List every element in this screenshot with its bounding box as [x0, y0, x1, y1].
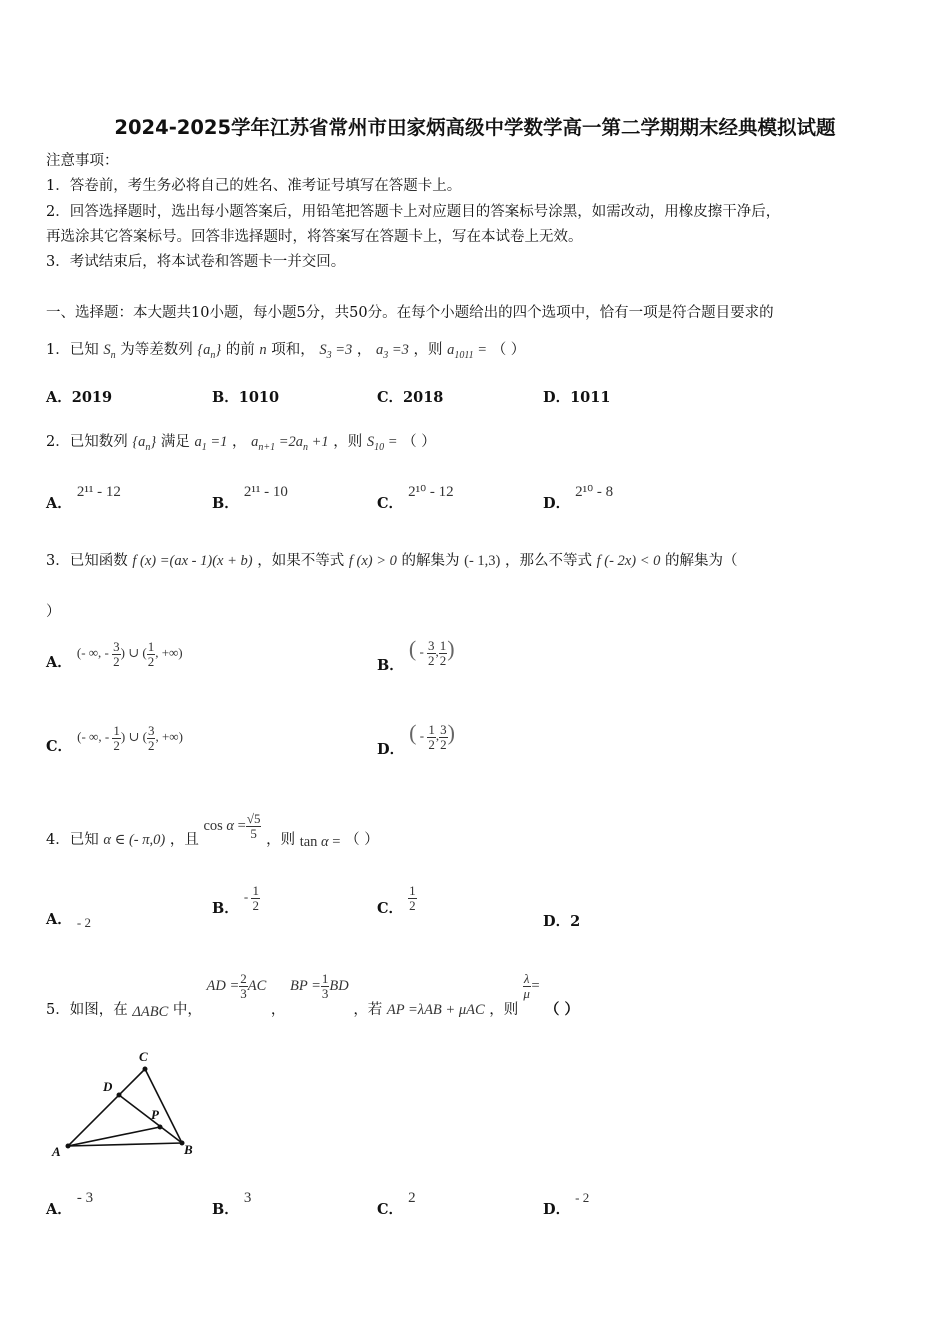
q2-option-d[interactable]	[543, 480, 614, 512]
q3-option-d-label: D．	[377, 741, 405, 758]
notice-heading: 注意事项：	[46, 153, 119, 169]
q5-option-c[interactable]	[377, 1186, 416, 1218]
figure-line-cb	[145, 1069, 182, 1143]
q2-option-d-value: 2¹⁰ - 8	[575, 484, 614, 500]
q1-text-3: 项和，	[271, 342, 315, 358]
q4-formula-tan: tan α =	[299, 833, 341, 850]
q3-option-a-value: (- ∞, - $\frac{3}{2}$ ) ∪ ( $\frac{1}{2}$ , +∞)	[76, 639, 183, 669]
q3-option-a-label: A．	[46, 654, 72, 672]
q5-formula-ratio: $\frac{\lambda}{\mu}$ =	[523, 971, 541, 1001]
q5-triangle-figure	[44, 1044, 204, 1166]
q3-option-d[interactable]: D． ( - $\frac{1}{2}$ , $\frac{3}{2}$ )	[377, 720, 455, 758]
q5-text-1: 中，	[172, 1001, 202, 1018]
q5-option-d-label: D．	[543, 1201, 571, 1218]
question-5	[46, 971, 579, 1020]
q5-option-c-label: C．	[377, 1201, 404, 1218]
q4-prefix: 4．已知	[46, 831, 99, 848]
question-2	[46, 430, 436, 453]
q2-formula-an: $\{a_n\}$	[132, 434, 157, 453]
q1-text-5: ，则	[413, 342, 443, 358]
q3-option-d-value: - $\frac{1}{2}$ , $\frac{3}{2}$	[416, 721, 447, 752]
q1-option-b[interactable]: B．1010	[212, 389, 280, 406]
q4-text-2: ，则	[266, 831, 296, 848]
figure-label-c: C	[139, 1049, 148, 1064]
figure-line-ab	[68, 1143, 182, 1146]
q5-formula-bp: BP = $\frac{1}{3}$ BD	[289, 971, 349, 1001]
q1-formula-a3: $a_3 =3$	[376, 342, 409, 361]
q3-formula-ineq1: f (x) > 0	[348, 553, 397, 569]
q3-close-paren: ）	[46, 604, 61, 620]
q5-text-2: ，	[270, 1001, 286, 1018]
section-heading: 一、选择题：本大题共10小题，每小题5分，共50分。在每个小题给出的四个选项中，恰有一项是符合题目要求的	[46, 305, 774, 321]
q5-option-d[interactable]	[543, 1186, 590, 1218]
q4-option-c[interactable]	[377, 883, 417, 918]
q5-text-5: （ ）	[544, 1000, 579, 1018]
figure-point-d	[117, 1093, 122, 1098]
q3-option-b[interactable]: B． ( - $\frac{3}{2}$ , $\frac{1}{2}$ )	[377, 636, 455, 674]
q4-option-a[interactable]	[46, 908, 91, 929]
q4-text-1: ，且	[169, 831, 199, 848]
q5-option-b[interactable]	[212, 1186, 252, 1218]
q2-formula-s10: $S_{10}$ =	[366, 434, 398, 453]
q2-option-a[interactable]	[46, 480, 121, 512]
q2-option-c-value: 2¹⁰ - 12	[408, 484, 454, 500]
q1-formula-sn: $S_n$	[103, 342, 116, 361]
q5-option-b-label: B．	[212, 1201, 239, 1218]
q5-option-c-value: 2	[408, 1190, 416, 1206]
q5-formula-ad: AD = $\frac{2}{3}$ AC	[206, 971, 267, 1001]
q4-formula-cos: cos α = $\frac{√5}{5}$	[203, 811, 261, 841]
q4-option-b-value: - $\frac{1}{2}$	[243, 883, 259, 913]
q3-text-4: 的解集为（	[664, 553, 738, 569]
q2-option-c[interactable]	[377, 480, 454, 512]
q4-text-3: （ ）	[345, 831, 379, 848]
q2-option-d-label: D．	[543, 495, 571, 512]
q5-option-a-label: A．	[46, 1201, 72, 1218]
q3-formula-interval: (- 1,3)	[464, 553, 501, 569]
notice-item-1: 1．答卷前，考生务必将自己的姓名、准考证号填写在答题卡上。	[46, 178, 462, 194]
figure-point-a	[66, 1144, 71, 1149]
q3-option-b-value: - $\frac{3}{2}$ , $\frac{1}{2}$	[416, 637, 447, 668]
q5-prefix: 5．如图，在	[46, 1001, 128, 1018]
question-1	[46, 338, 525, 361]
q2-option-a-label: A．	[46, 495, 72, 512]
q2-option-c-label: C．	[377, 495, 404, 512]
figure-point-c	[143, 1067, 148, 1072]
q4-formula-alpha: α ∈ (- π,0)	[103, 831, 166, 848]
q2-formula-recur: $a_{n+1} =2a_n +1$	[251, 434, 329, 453]
q5-formula-triangle: ΔABC	[132, 1003, 169, 1020]
q4-option-b[interactable]	[212, 883, 260, 918]
q3-text-1: ，如果不等式	[257, 553, 345, 569]
q4-option-a-value: - 2	[76, 915, 91, 930]
q3-formula-f: f (x) =(ax - 1)(x + b)	[132, 553, 253, 569]
q1-text-4: ，	[356, 342, 372, 358]
q1-option-d[interactable]: D．1011	[543, 389, 611, 406]
q4-option-d[interactable]: D．2	[543, 913, 581, 930]
q4-option-c-value: $\frac{1}{2}$	[409, 883, 416, 913]
q1-option-a[interactable]: A．2019	[46, 389, 113, 406]
q4-option-b-label: B．	[212, 900, 239, 918]
q2-option-b-label: B．	[212, 495, 239, 512]
q2-option-b[interactable]	[212, 480, 288, 512]
q3-text-2: 的解集为	[401, 553, 460, 569]
q2-formula-a1: $a_1 =1$	[194, 434, 228, 453]
q2-text-3: ，则	[333, 434, 363, 450]
q2-text-1: 满足	[160, 434, 190, 450]
q5-option-d-value: - 2	[575, 1190, 590, 1205]
page-title: 2024-2025学年江苏省常州市田家炳高级中学数学高一第二学期期末经典模拟试题	[114, 116, 836, 139]
q5-formula-ap: AP =λAB + μAC	[386, 1001, 485, 1018]
notice-item-3: 3．考试结束后，将本试卷和答题卡一并交回。	[46, 254, 346, 270]
q5-option-a[interactable]	[46, 1186, 94, 1218]
q2-option-a-value: 2¹¹ - 12	[76, 484, 121, 500]
question-4	[46, 811, 379, 850]
q3-option-a[interactable]	[46, 639, 183, 672]
q5-option-a-value: - 3	[76, 1190, 94, 1206]
q1-formula-a1011: $a_{1011}$ =	[447, 342, 488, 361]
q2-text-2: ，	[231, 434, 247, 450]
q1-prefix: 1．已知	[46, 342, 99, 358]
figure-label-d: D	[103, 1079, 113, 1094]
q2-text-4: （ ）	[402, 434, 436, 450]
q3-prefix: 3．已知函数	[46, 553, 128, 569]
q3-formula-ineq2: f (- 2x) < 0	[596, 553, 661, 569]
q5-text-4: ，则	[489, 1001, 519, 1018]
figure-label-p: P	[151, 1107, 159, 1122]
q1-formula-s3: $S_3 =3$	[319, 342, 353, 361]
q2-prefix: 2．已知数列	[46, 434, 128, 450]
figure-label-a: A	[52, 1144, 61, 1159]
q3-option-c-value: (- ∞, - $\frac{1}{2}$ ) ∪ ( $\frac{3}{2}$ , +∞)	[77, 723, 183, 753]
figure-label-b: B	[184, 1142, 193, 1157]
notice-item-2a: 2．回答选择题时，选出每小题答案后，用铅笔把答题卡上对应题目的答案标号涂黑，如需改动，用橡皮擦干净后，	[46, 204, 781, 220]
q1-text-6: （ ）	[491, 342, 526, 358]
q1-formula-n: n	[259, 342, 267, 358]
q3-option-c-label: C．	[46, 738, 73, 756]
q4-option-c-label: C．	[377, 900, 404, 918]
q4-option-a-label: A．	[46, 911, 72, 928]
q2-option-b-value: 2¹¹ - 10	[243, 484, 288, 500]
q3-text-3: ，那么不等式	[504, 553, 592, 569]
q1-formula-an: $\{a_n\}$	[197, 342, 222, 361]
q5-text-3: ，若	[353, 1001, 383, 1018]
q1-text-2: 的前	[225, 342, 255, 358]
q5-option-b-value: 3	[243, 1190, 252, 1206]
q1-option-c[interactable]: C．2018	[377, 389, 444, 406]
q3-option-c[interactable]	[46, 723, 183, 756]
question-3	[46, 549, 737, 570]
q1-text-1: 为等差数列	[120, 342, 193, 358]
figure-point-p	[158, 1125, 163, 1130]
notice-item-2b: 再选涂其它答案标号。回答非选择题时，将答案写在答题卡上，写在本试卷上无效。	[46, 229, 583, 245]
q3-option-b-label: B．	[377, 657, 404, 674]
